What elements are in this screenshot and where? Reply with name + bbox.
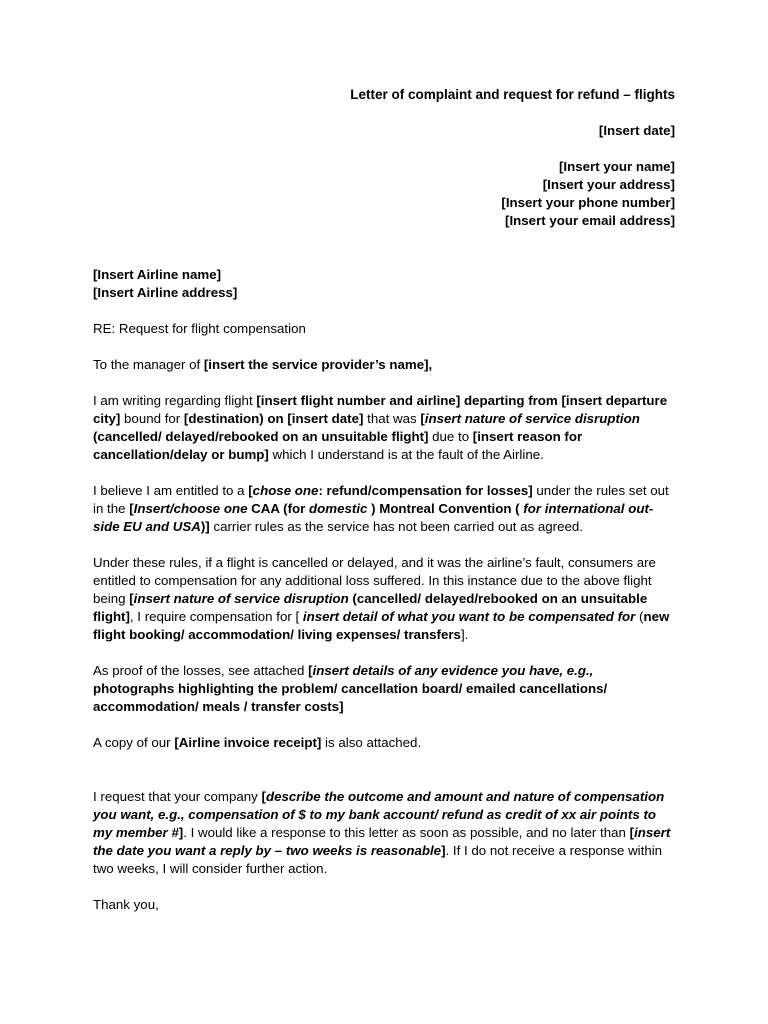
text: A copy of our	[93, 735, 175, 750]
expense-options: new flight booking/ accommodation/ living expenses/ transfers	[93, 609, 670, 642]
text: due to	[428, 429, 473, 444]
airline-address: [Insert Airline address]	[93, 285, 238, 300]
text: I request that your company	[93, 789, 262, 804]
sender-phone: [Insert your phone number]	[501, 195, 675, 210]
flight-placeholder: [insert flight number and airline] departing from [insert departure city]	[93, 393, 668, 426]
text: under the rules set out in the	[93, 483, 669, 516]
paragraph-flight-details	[93, 392, 675, 464]
reply-date-placeholder: insert the date you want a reply by – two weeks is reasonable	[93, 825, 671, 858]
text: . I would like a response to this letter as soon as possible, and no later than	[183, 825, 630, 840]
destination-placeholder: [destination) on [insert date]	[183, 411, 364, 426]
rules-placeholder: Insert/choose one	[133, 501, 248, 516]
paragraph-request	[93, 788, 675, 878]
montreal-option: ) Montreal Convention (	[367, 501, 524, 516]
text: , I require compensation for [	[129, 609, 303, 624]
outcome-placeholder: describe the outcome and amount and nature of compensation you want, e.g., compensation of $ to my bank account/ refund as credit of xx air points to my member #	[93, 789, 665, 840]
evidence-options: photographs highlighting the problem/ cancellation board/ emailed cancellations/ accommodation/ meals / transfer costs]	[93, 681, 608, 714]
bracket: ]	[441, 843, 446, 858]
spacer	[93, 878, 675, 896]
text: (	[635, 609, 644, 624]
spacer	[93, 230, 675, 266]
paragraph-compensation	[93, 554, 675, 644]
disruption-options: (cancelled/ delayed/rebooked on an unsuitable flight]	[93, 429, 429, 444]
bracket: )]	[200, 519, 210, 534]
spacer	[93, 752, 675, 788]
reason-placeholder: [insert reason for cancellation/delay or bump]	[93, 429, 583, 462]
spacer	[93, 464, 675, 482]
disruption-placeholder: insert nature of service disruption	[424, 411, 640, 426]
refund-options: : refund/compensation for losses]	[318, 483, 533, 498]
international-label: for international out- side EU and USA	[93, 501, 654, 534]
text: Under these rules, if a flight is cancelled or delayed, and it was the airline’s fault, consumers are entitled to compensation for any additional loss suffered. In this instance due to the above flight being	[93, 555, 656, 606]
salutation	[93, 356, 675, 374]
sender-block	[93, 158, 675, 230]
spacer	[93, 140, 675, 158]
text: . If I do not receive a response within two weeks, I will consider further action.	[93, 843, 663, 876]
spacer	[93, 338, 675, 356]
spacer	[93, 644, 675, 662]
bracket: [	[420, 411, 425, 426]
invoice-placeholder: [Airline invoice receipt]	[174, 735, 322, 750]
salutation-prefix: To the manager of	[93, 357, 204, 372]
spacer	[93, 374, 675, 392]
closing: Thank you,	[93, 897, 159, 912]
recipient-block	[93, 266, 675, 302]
choice-placeholder: chose one	[252, 483, 319, 498]
spacer	[93, 536, 675, 554]
bracket: [	[261, 789, 266, 804]
paragraph-entitlement	[93, 482, 675, 536]
sender-email: [Insert your email address]	[505, 213, 675, 228]
disruption-options: (cancelled/ delayed/rebooked on an unsuitable flight]	[93, 591, 648, 624]
letter-title: Letter of complaint and request for refund – flights	[350, 87, 675, 102]
spacer	[93, 716, 675, 734]
domestic-label: domestic	[309, 501, 368, 516]
bracket: [	[248, 483, 253, 498]
bracket: [	[308, 663, 313, 678]
airline-name: [Insert Airline name]	[93, 267, 222, 282]
bracket: [	[129, 501, 134, 516]
caa-option: CAA (for	[247, 501, 310, 516]
evidence-placeholder: insert details of any evidence you have, e.g.,	[312, 663, 594, 678]
spacer	[93, 104, 675, 122]
text: carrier rules as the service has not been carried out as agreed.	[209, 519, 583, 534]
text: ].	[460, 627, 469, 642]
text: which I understand is at the fault of the Airline.	[268, 447, 544, 462]
date-placeholder: [Insert date]	[598, 123, 675, 138]
text: is also attached.	[321, 735, 422, 750]
text: As proof of the losses, see attached	[93, 663, 309, 678]
bracket: ]	[178, 825, 184, 840]
bracket: [	[629, 825, 635, 840]
salutation-name: [insert the service provider’s name],	[203, 357, 433, 372]
re-line: RE: Request for flight compensation	[93, 321, 306, 336]
paragraph-evidence	[93, 662, 675, 716]
text: I am writing regarding flight	[93, 393, 257, 408]
compensation-placeholder: insert detail of what you want to be compensated for	[302, 609, 636, 624]
paragraph-invoice	[93, 734, 675, 752]
sender-address: [Insert your address]	[542, 177, 675, 192]
text: that was	[363, 411, 421, 426]
spacer	[93, 302, 675, 320]
bracket: [	[129, 591, 134, 606]
sender-name: [Insert your name]	[558, 159, 675, 174]
text: bound for	[120, 411, 184, 426]
text: I believe I am entitled to a	[93, 483, 249, 498]
disruption-placeholder: insert nature of service disruption	[133, 591, 349, 606]
